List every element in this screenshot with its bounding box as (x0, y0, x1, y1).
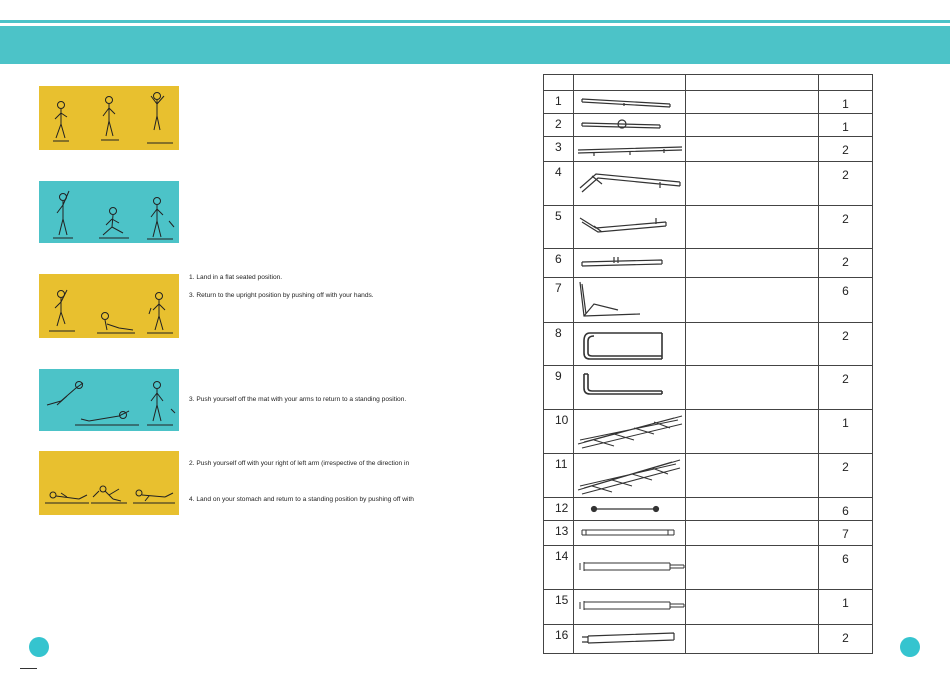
part-description (686, 137, 819, 162)
part-quantity: 2 (819, 625, 873, 654)
part-picture (574, 323, 686, 366)
page-number-rule (20, 668, 37, 669)
part-picture (574, 162, 686, 206)
top-rule (0, 20, 950, 23)
part-number: 2 (544, 114, 574, 137)
part-number: 11 (544, 454, 574, 498)
long-rod-icon (574, 137, 686, 161)
part-number: 5 (544, 206, 574, 249)
part-description (686, 114, 819, 137)
bent-frame-icon (574, 206, 686, 248)
table-row (544, 278, 873, 323)
part-picture (574, 206, 686, 249)
part-description (686, 278, 819, 323)
part-description (686, 91, 819, 114)
part-picture (574, 590, 686, 625)
part-quantity: 1 (819, 114, 873, 137)
part-number: 7 (544, 278, 574, 323)
part-quantity: 2 (819, 162, 873, 206)
table-row (544, 162, 873, 206)
part-picture (574, 249, 686, 278)
part-quantity: 2 (819, 323, 873, 366)
part-number: 15 (544, 590, 574, 625)
table-row (544, 454, 873, 498)
part-quantity: 2 (819, 366, 873, 410)
table-row (544, 114, 873, 137)
tube-with-bracket-icon (574, 114, 686, 136)
part-description (686, 323, 819, 366)
exercise-panel-1 (39, 86, 179, 150)
part-picture (574, 278, 686, 323)
curved-pole-icon (574, 366, 686, 408)
tube-icon (574, 91, 686, 113)
part-number: 13 (544, 521, 574, 546)
header-qty-cell (819, 75, 873, 91)
part-number: 3 (544, 137, 574, 162)
spring-icon (574, 498, 686, 520)
part-description (686, 206, 819, 249)
part-quantity: 6 (819, 278, 873, 323)
table-row (544, 590, 873, 625)
part-description (686, 590, 819, 625)
part-quantity: 2 (819, 206, 873, 249)
header-banner (0, 26, 950, 62)
exercise-panel-3 (39, 274, 179, 338)
part-description (686, 625, 819, 654)
parts-header-row (544, 75, 873, 91)
table-row (544, 546, 873, 590)
straight-pole-icon (574, 521, 686, 545)
kneel-figures-icon (39, 181, 179, 243)
part-quantity: 6 (819, 546, 873, 590)
instruction-panel3-step1: 1. Land in a flat seated position. (189, 274, 283, 281)
table-row (544, 366, 873, 410)
part-picture (574, 625, 686, 654)
exercise-panel-5 (39, 451, 179, 515)
part-number: 8 (544, 323, 574, 366)
table-row (544, 521, 873, 546)
leg-frame-icon (574, 278, 686, 322)
seat-drop-figures-icon (39, 274, 179, 338)
instruction-panel5-step4: 4. Land on your stomach and return to a standing position by pushing off with (189, 496, 414, 503)
part-quantity: 7 (819, 521, 873, 546)
table-row (544, 249, 873, 278)
part-number: 6 (544, 249, 574, 278)
table-row (544, 625, 873, 654)
part-number: 9 (544, 366, 574, 410)
rod-with-tab-icon (574, 249, 686, 277)
part-quantity: 1 (819, 91, 873, 114)
front-drop-figures-icon (39, 369, 179, 431)
part-picture (574, 521, 686, 546)
table-row (544, 137, 873, 162)
part-description (686, 410, 819, 454)
part-picture (574, 410, 686, 454)
part-number: 10 (544, 410, 574, 454)
header-underline (0, 62, 950, 64)
part-quantity: 1 (819, 590, 873, 625)
table-row (544, 410, 873, 454)
instruction-panel3-step3: 3. Return to the upright position by pushing off with your hands. (189, 292, 374, 299)
table-row (544, 206, 873, 249)
page-dot-left (29, 637, 49, 657)
curved-pole-icon (574, 323, 686, 365)
part-description (686, 521, 819, 546)
part-description (686, 546, 819, 590)
part-picture (574, 498, 686, 521)
part-description (686, 498, 819, 521)
instruction-panel4-step3: 3. Push yourself off the mat with your arms to return to a standing position. (189, 396, 407, 403)
part-description (686, 162, 819, 206)
stomach-roll-figures-icon (39, 451, 179, 515)
bent-frame-icon (574, 162, 686, 204)
part-description (686, 366, 819, 410)
parts-list-table (543, 74, 873, 654)
part-quantity: 2 (819, 454, 873, 498)
header-picture-cell (574, 75, 686, 91)
part-picture (574, 546, 686, 590)
part-number: 16 (544, 625, 574, 654)
connector-tube-icon (574, 625, 686, 653)
jump-figures-icon (39, 86, 179, 150)
part-picture (574, 366, 686, 410)
part-quantity: 6 (819, 498, 873, 521)
exercise-panel-4 (39, 369, 179, 431)
part-picture (574, 114, 686, 137)
instruction-panel5-step2: 2. Push yourself off with your right of left arm (irrespective of the direction in (189, 460, 410, 467)
frame-assembly-icon (574, 454, 686, 496)
part-number: 12 (544, 498, 574, 521)
pole-with-foam-icon (574, 546, 686, 588)
header-description-cell (686, 75, 819, 91)
table-row (544, 323, 873, 366)
table-row (544, 498, 873, 521)
pole-with-foam-icon (574, 590, 686, 624)
exercise-panel-2 (39, 181, 179, 243)
part-picture (574, 454, 686, 498)
header-no-cell (544, 75, 574, 91)
part-quantity: 1 (819, 410, 873, 454)
part-picture (574, 91, 686, 114)
part-description (686, 454, 819, 498)
part-quantity: 2 (819, 137, 873, 162)
part-quantity: 2 (819, 249, 873, 278)
part-picture (574, 137, 686, 162)
part-number: 1 (544, 91, 574, 114)
page-dot-right (900, 637, 920, 657)
frame-assembly-icon (574, 410, 686, 452)
part-number: 14 (544, 546, 574, 590)
table-row (544, 91, 873, 114)
part-description (686, 249, 819, 278)
part-number: 4 (544, 162, 574, 206)
